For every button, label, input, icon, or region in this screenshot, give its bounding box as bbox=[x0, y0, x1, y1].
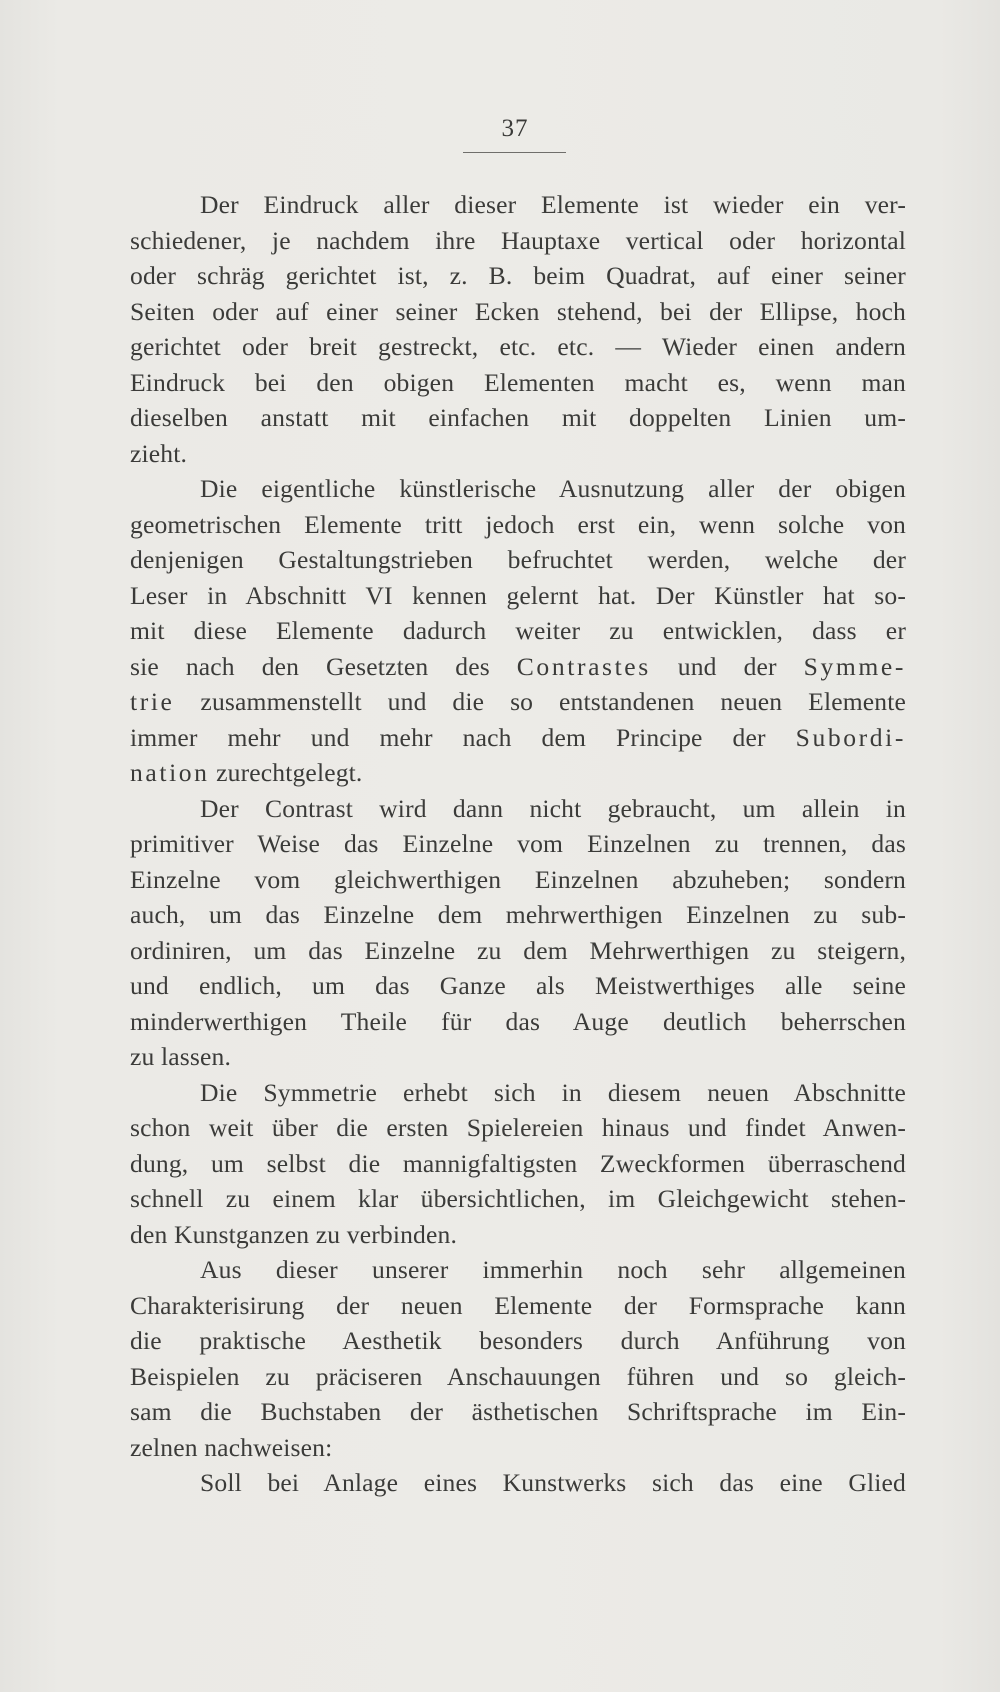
text-line: ordiniren, um das Einzelne zu dem Mehrwerthigen zu steigern, bbox=[130, 935, 906, 965]
text-line: gerichtet oder breit gestreckt, etc. etc. — Wieder einen andern bbox=[130, 332, 906, 361]
emphasized-term: Subordi- bbox=[795, 722, 906, 752]
text-line: primitiver Weise das Einzelne vom Einzelnen zu trennen, das bbox=[130, 829, 906, 858]
text-line: schnell zu einem klar übersichtlichen, im Gleichgewicht stehen- bbox=[130, 1184, 906, 1213]
text-line bbox=[130, 755, 906, 791]
text-line: oder schräg gerichtet ist, z. B. beim Quadrat, auf einer seiner bbox=[130, 261, 906, 290]
text-line: zieht. bbox=[130, 438, 188, 468]
text-line: und endlich, um das Ganze als Meistwerthiges alle seine bbox=[130, 971, 906, 1000]
text-line: minderwerthigen Theile für das Auge deutlich beherrschen bbox=[130, 1006, 906, 1036]
text-line: Eindruck bei den obigen Elementen macht es, wenn man bbox=[130, 367, 906, 397]
text-segment: immer mehr und mehr nach dem Principe der bbox=[130, 722, 796, 752]
text-line: Die eigentliche künstlerische Ausnutzung aller der obigen bbox=[200, 474, 906, 503]
text-segment: zusammenstellt und die so entstandenen neuen Elemente bbox=[174, 687, 906, 716]
page-number-rule bbox=[463, 152, 566, 153]
text-line: Der Contrast wird dann nicht gebraucht, um allein in bbox=[200, 793, 906, 823]
paragraph-2 bbox=[130, 471, 906, 791]
text-line: schiedener, je nachdem ihre Hauptaxe vertical oder horizontal bbox=[130, 225, 906, 255]
paragraph-6 bbox=[130, 1465, 906, 1501]
text-line bbox=[130, 720, 906, 756]
body-text bbox=[130, 187, 906, 1501]
text-line: den Kunstganzen zu verbinden. bbox=[130, 1219, 458, 1249]
text-line: dieselben anstatt mit einfachen mit doppelten Linien um- bbox=[130, 403, 906, 432]
text-line: denjenigen Gestaltungstrieben befruchtet werden, welche der bbox=[130, 545, 906, 574]
text-line: Seiten oder auf einer seiner Ecken stehend, bei der Ellipse, hoch bbox=[130, 296, 906, 326]
text-line: sam die Buchstaben der ästhetischen Schriftsprache im Ein- bbox=[130, 1397, 906, 1426]
text-segment: und der bbox=[650, 651, 804, 681]
text-line: die praktische Aesthetik besonders durch Anführung von bbox=[130, 1326, 906, 1355]
page-number: 37 bbox=[501, 115, 529, 142]
text-line: Der Eindruck aller dieser Elemente ist wieder ein ver- bbox=[200, 190, 906, 219]
emphasized-term: trie bbox=[130, 687, 175, 716]
text-line: Einzelne vom gleichwerthigen Einzelnen abzuheben; sondern bbox=[130, 864, 906, 894]
text-line: auch, um das Einzelne dem mehrwerthigen Einzelnen zu sub- bbox=[130, 900, 906, 929]
paragraph-3 bbox=[130, 791, 906, 1075]
text-line: Charakterisirung der neuen Elemente der Formsprache kann bbox=[130, 1290, 906, 1320]
text-segment: sie nach den Gesetzten des bbox=[130, 651, 517, 681]
text-line bbox=[130, 649, 906, 685]
text-line: Leser in Abschnitt VI kennen gelernt hat. Der Künstler hat so- bbox=[130, 580, 906, 610]
text-line bbox=[130, 684, 906, 720]
emphasized-term: Contrastes bbox=[516, 651, 651, 681]
paragraph-4 bbox=[130, 1075, 906, 1253]
text-line: schon weit über die ersten Spielereien hinaus und findet Anwen- bbox=[130, 1113, 906, 1142]
text-line: dung, um selbst die mannigfaltigsten Zweckformen überraschend bbox=[130, 1148, 906, 1178]
emphasized-term: nation bbox=[130, 758, 210, 787]
text-line: zu lassen. bbox=[130, 1042, 232, 1071]
text-line: geometrischen Elemente tritt jedoch erst ein, wenn solche von bbox=[130, 509, 906, 539]
text-line: Aus dieser unserer immerhin noch sehr allgemeinen bbox=[200, 1255, 906, 1284]
paragraph-1 bbox=[130, 187, 906, 471]
emphasized-term: Symme- bbox=[803, 651, 906, 681]
text-line: mit diese Elemente dadurch weiter zu entwicklen, dass er bbox=[130, 616, 906, 645]
paragraph-5 bbox=[130, 1252, 906, 1465]
text-line: zelnen nachweisen: bbox=[130, 1432, 333, 1462]
text-line: Soll bei Anlage eines Kunstwerks sich das eine Glied bbox=[200, 1468, 906, 1497]
text-line: Die Symmetrie erhebt sich in diesem neuen Abschnitte bbox=[200, 1077, 906, 1107]
text-segment: zurechtgelegt. bbox=[209, 758, 363, 787]
text-line: Beispielen zu präciseren Anschauungen führen und so gleich- bbox=[130, 1361, 906, 1391]
